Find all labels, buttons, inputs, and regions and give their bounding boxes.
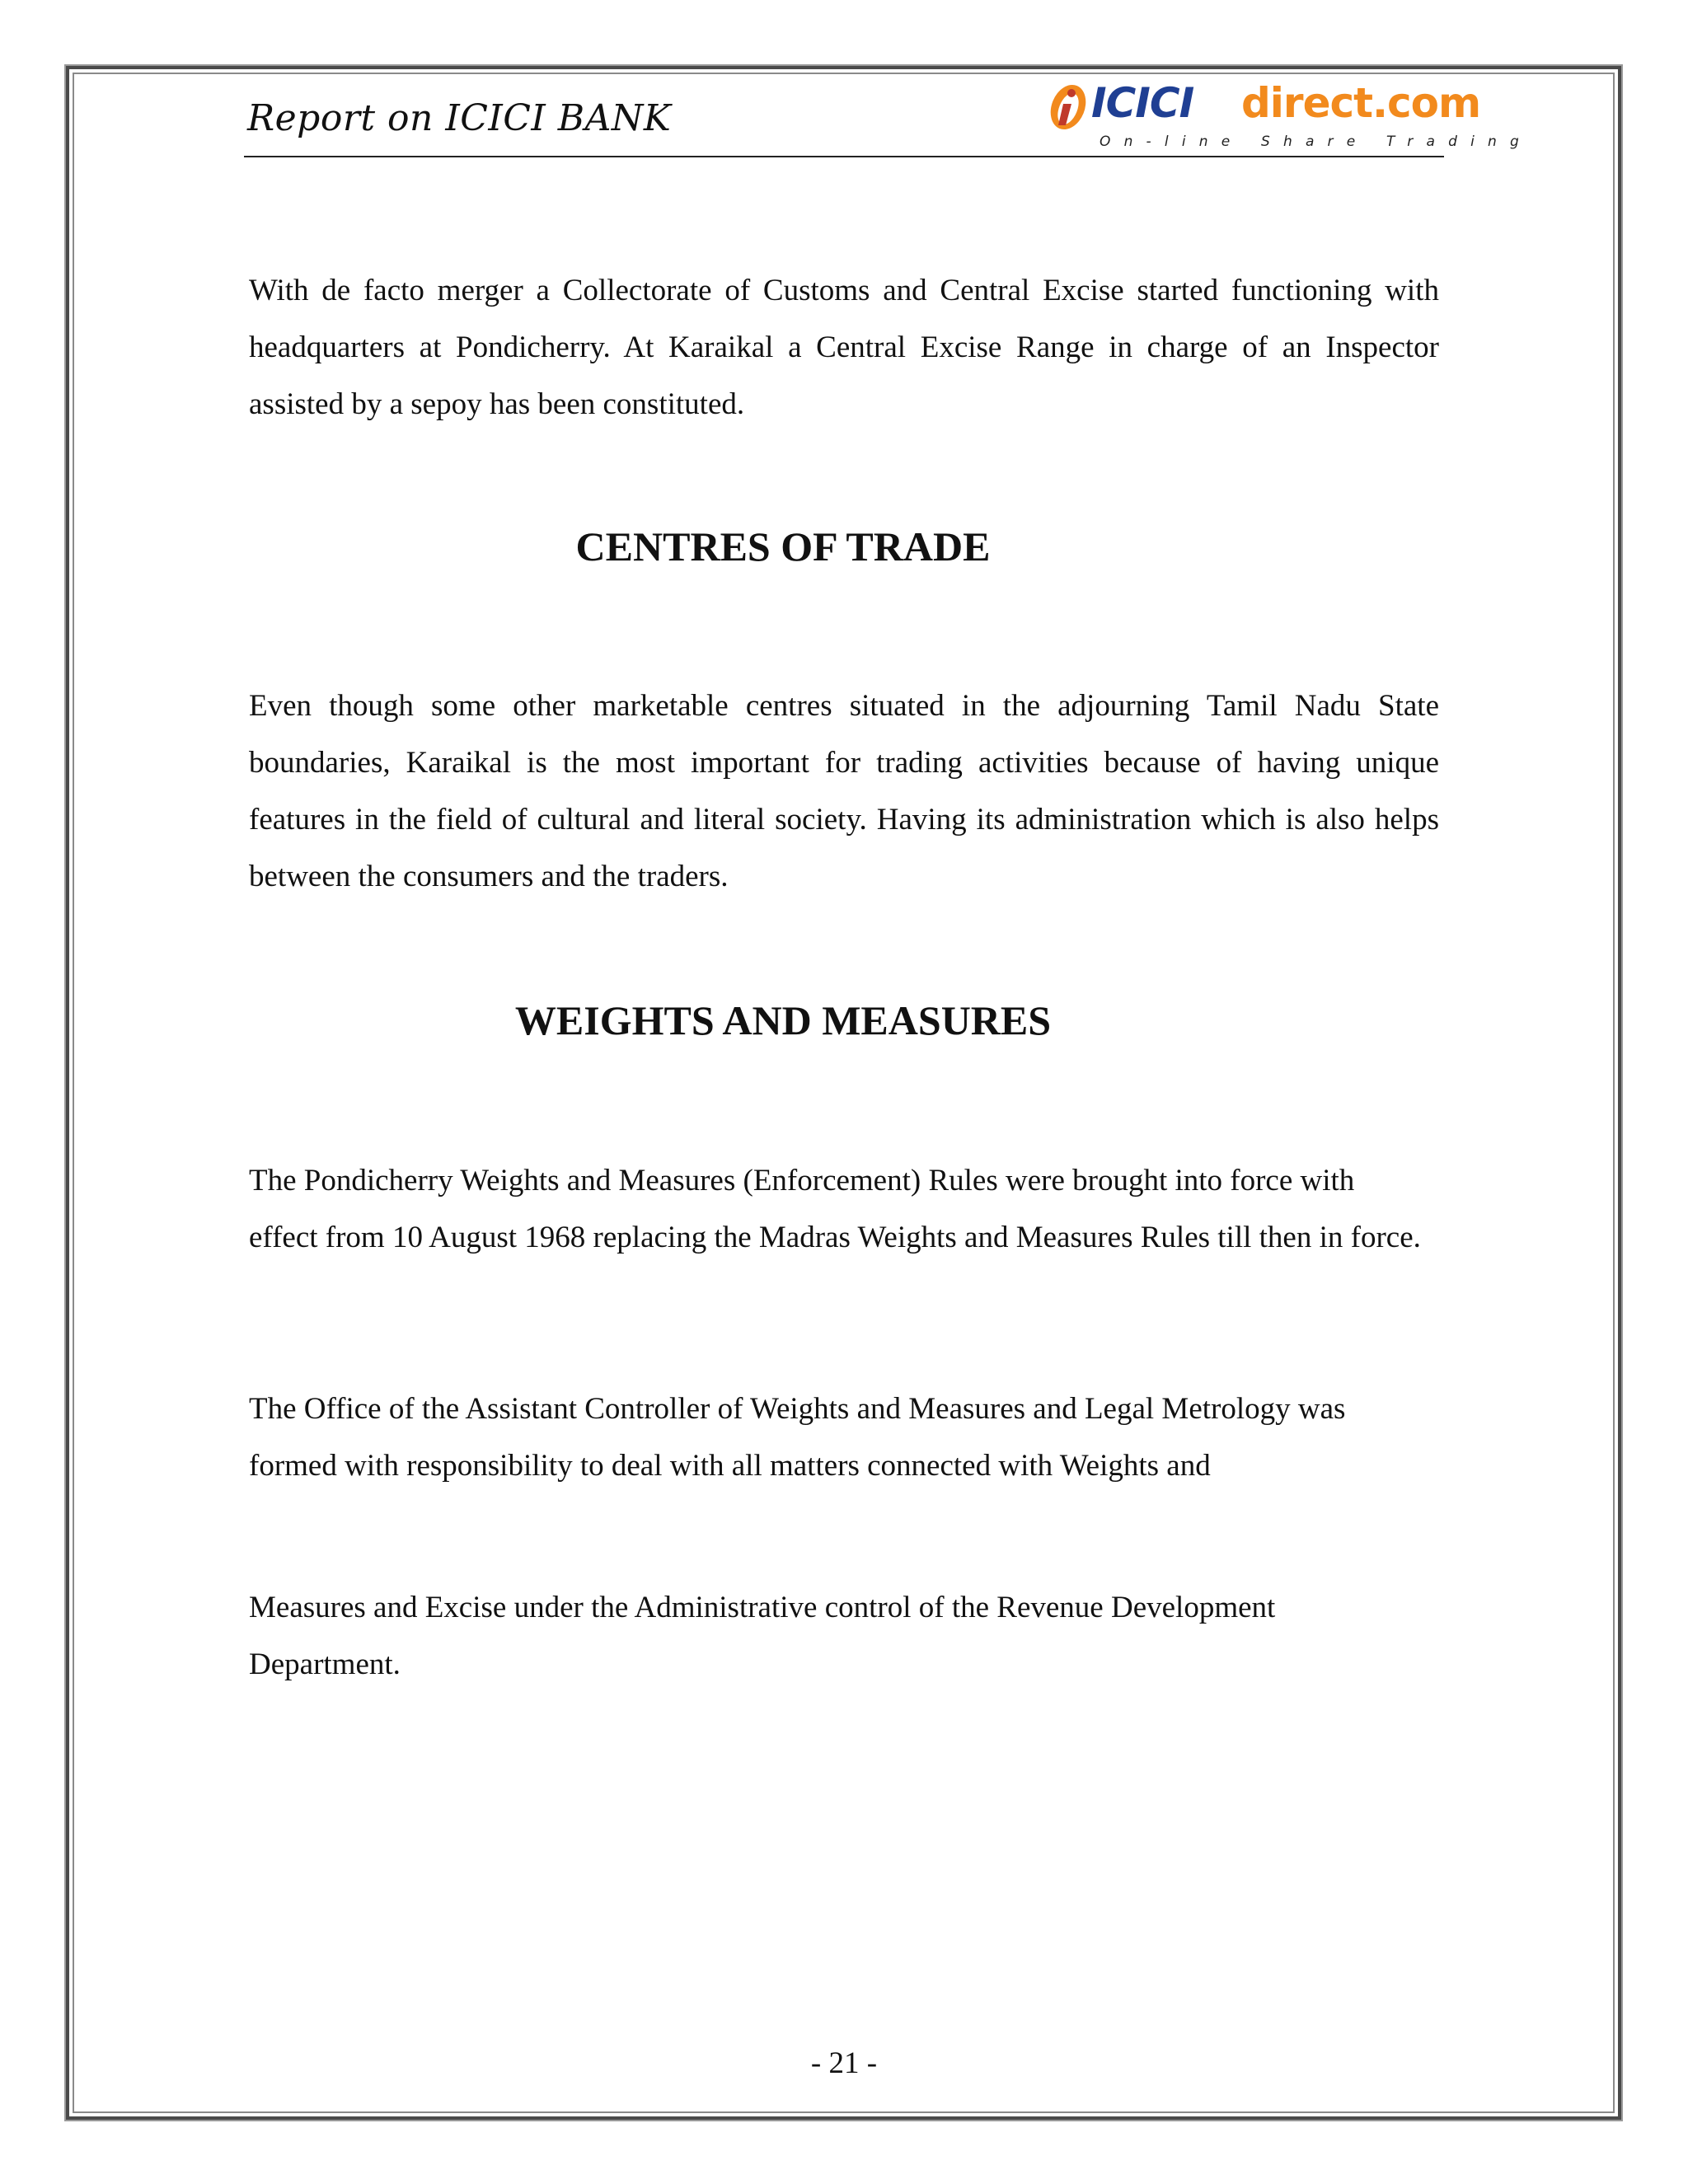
intro-paragraph: With de facto merger a Collectorate of Customs and Central Excise started functioning with headquarters at Pondicherry. At Karaikal a Central Excise Range in charge of an Inspector assisted by a sepoy has been constituted. [249, 274, 1439, 421]
weights-and-measures-heading: WEIGHTS AND MEASURES [514, 997, 1052, 1043]
header-divider [244, 156, 1444, 157]
icici-logo-mark-icon [1047, 79, 1090, 132]
report-title: Report on ICICI BANK [247, 97, 672, 139]
icicidirect-logo [1047, 76, 1532, 154]
centres-of-trade-paragraph: Even though some other marketable centres situated in the adjourning Tamil Nadu State boundaries, Karaikal is the most important for trading activities because of having unique features in the field of cultural and literal society. Having its administration which is also helps between the consumers and the traders. [249, 689, 1439, 893]
page-number: - 21 - [810, 2046, 878, 2080]
weights-paragraph-1: The Pondicherry Weights and Measures (Enforcement) Rules were brought into force with effect from 10 August 1968 replacing the Madras Weights and Measures Rules till then in force. [249, 1164, 1421, 1254]
weights-paragraph-2a: The Office of the Assistant Controller of Weights and Measures and Legal Metrology was formed with responsibility to deal with all matters connected with Weights and [249, 1392, 1346, 1483]
logo-direct-text: direct.com [1241, 79, 1481, 127]
logo-icici-text: ICICI [1091, 79, 1194, 127]
logo-tagline: On-line Share Trading [1100, 134, 1532, 150]
weights-paragraph-2b: Measures and Excise under the Administrative control of the Revenue Development Department. [249, 1591, 1276, 1681]
centres-of-trade-heading: CENTRES OF TRADE [575, 523, 991, 569]
